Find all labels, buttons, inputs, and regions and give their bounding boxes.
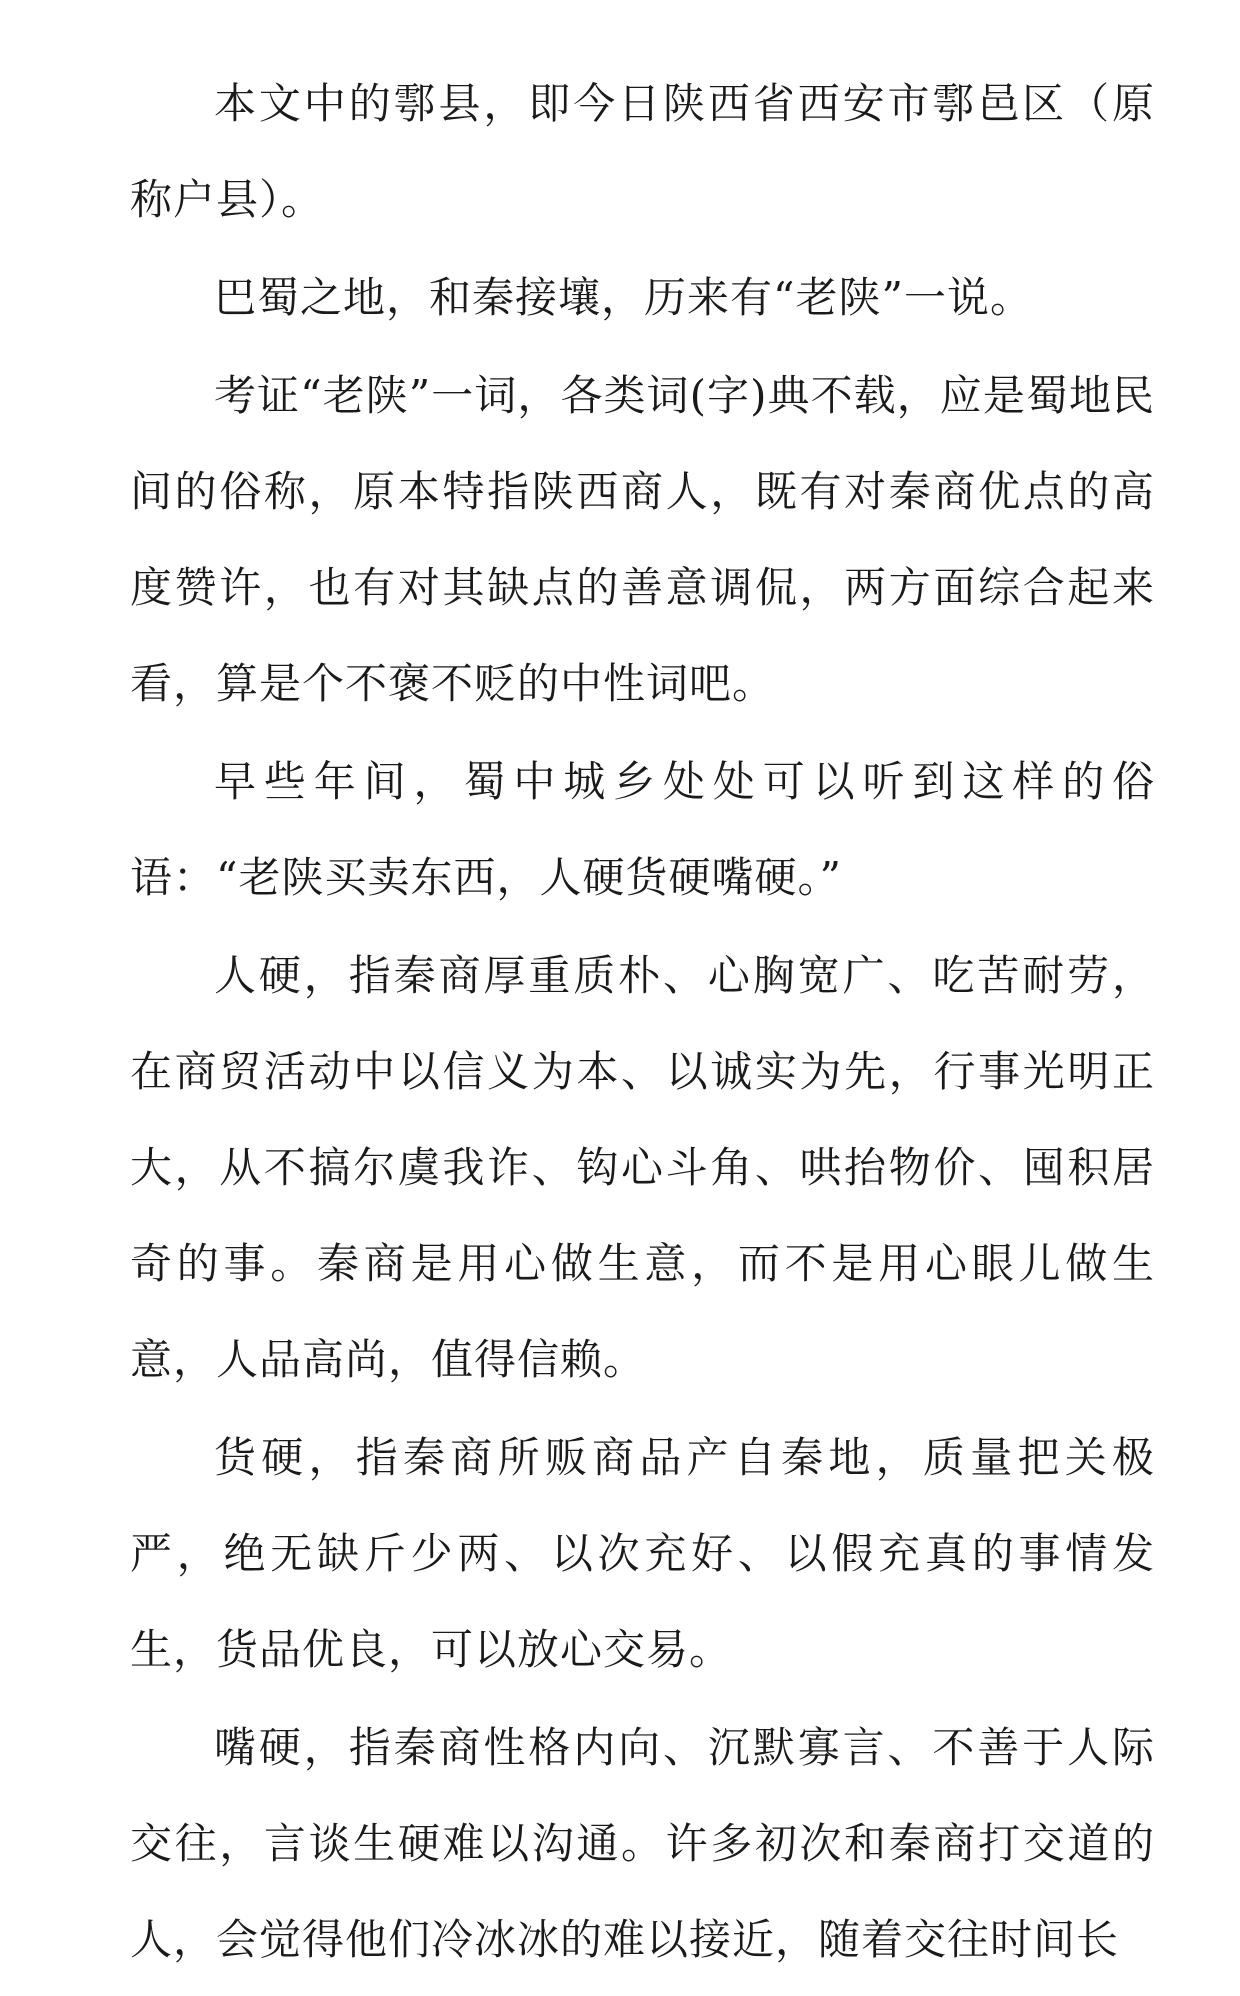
paragraph: 早些年间，蜀中城乡处处可以听到这样的俗语：“老陕买卖东西，人硬货硬嘴硬。” <box>130 757 1155 902</box>
paragraph: 本文中的鄠县，即今日陕西省西安市鄠邑区（原称户县）。 <box>130 79 1155 224</box>
paragraph: 考证“老陕”一词，各类词(字)典不载，应是蜀地民间的俗称，原本特指陕西商人，既有对秦商优点的高度赞许，也有对其缺点的善意调侃，两方面综合起来看，算是个不褒不贬的中性词吧。 <box>130 371 1155 708</box>
paragraph: 嘴硬，指秦商性格内向、沉默寡言、不善于人际交往，言谈生硬难以沟通。许多初次和秦商打交道的人，会觉得他们冷冰冰的难以接近，随着交往时间长 <box>130 1723 1155 1964</box>
article-body <box>130 56 1155 1990</box>
paragraph: 巴蜀之地，和秦接壤，历来有“老陕”一说。 <box>214 273 1033 322</box>
paragraph: 货硬，指秦商所贩商品产自秦地，质量把关极严，绝无缺斤少两、以次充好、以假充真的事情发生，货品优良，可以放心交易。 <box>130 1433 1155 1674</box>
paragraph: 人硬，指秦商厚重质朴、心胸宽广、吃苦耐劳，在商贸活动中以信义为本、以诚实为先，行事光明正大，从不搞尔虞我诈、钩心斗角、哄抬物价、囤积居奇的事。秦商是用心做生意，而不是用心眼儿做生意，人品高尚，值得信赖。 <box>130 951 1155 1384</box>
